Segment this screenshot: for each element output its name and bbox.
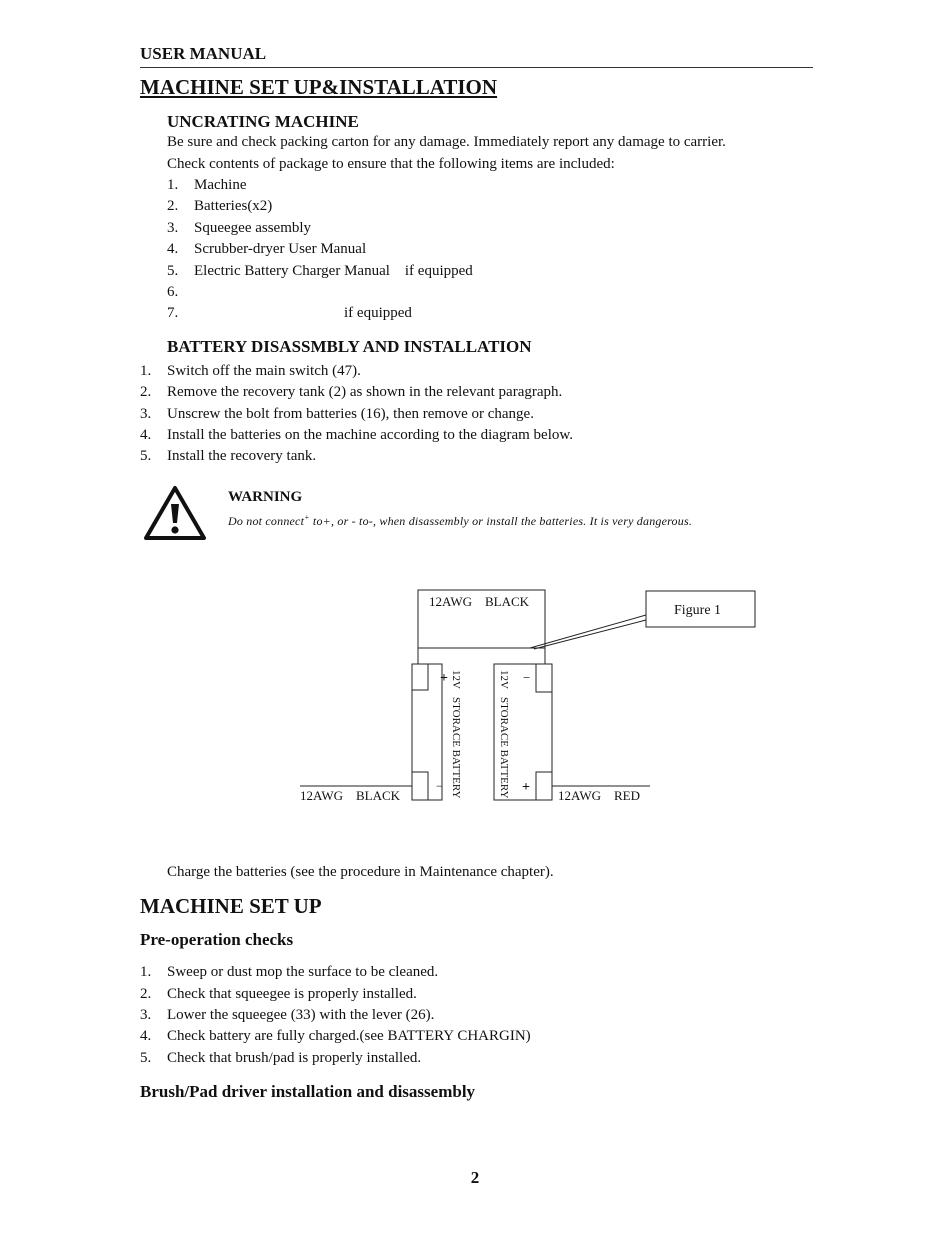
section-title-machine-set-up: MACHINE SET UP	[140, 894, 322, 918]
left-minus-label: −	[436, 779, 443, 793]
list-item: 4. Scrubber-dryer User Manual	[167, 241, 367, 257]
page-number: 2	[470, 1168, 480, 1187]
left-battery-label: 12V STORACE BATTERY	[450, 670, 462, 799]
battery-section-title: BATTERY DISASSMBLY AND INSTALLATION	[167, 337, 532, 356]
uncrating-para-1: Be sure and check packing carton for any damage. Immediately report any damage to carrier.	[167, 134, 726, 150]
list-item: 6.	[167, 284, 179, 300]
list-item: 1. Sweep or dust mop the surface to be cleaned.	[140, 964, 439, 980]
warning-title: WARNING	[228, 489, 303, 505]
right-battery-label: 12V STORACE BATTERY	[498, 670, 510, 799]
figure-callout-label: Figure 1	[674, 603, 722, 618]
document-header: USER MANUAL	[140, 44, 267, 63]
preop-title: Pre-operation checks	[140, 930, 294, 949]
list-item: 5. Install the recovery tank.	[140, 448, 317, 464]
list-item: 5. Electric Battery Charger Manual if equipped	[167, 263, 473, 279]
right-plus-label: +	[522, 780, 530, 795]
list-item: 1. Machine	[167, 177, 247, 193]
list-item: 1. Switch off the main switch (47).	[140, 363, 361, 379]
bottom-left-wire-label: 12AWG BLACK	[300, 788, 401, 803]
list-item: 3. Squeegee assembly	[167, 220, 312, 236]
uncrating-para-2: Check contents of package to ensure that the following items are included:	[167, 156, 615, 172]
warning-text: Do not connect+ to+, or - to-, when disassembly or install the batteries. It is very dangerous.	[228, 513, 693, 528]
list-item: 3. Lower the squeegee (33) with the lever (26).	[140, 1007, 435, 1023]
warning-triangle-icon	[143, 484, 207, 542]
right-minus-label: −	[523, 670, 531, 685]
left-plus-label: +	[440, 671, 448, 686]
list-item: 2. Batteries(x2)	[167, 198, 273, 214]
figure-callout	[530, 591, 755, 649]
list-item: 4. Check battery are fully charged.(see BATTERY CHARGIN)	[140, 1028, 531, 1044]
charge-note: Charge the batteries (see the procedure in Maintenance chapter).	[167, 864, 554, 880]
left-battery	[412, 664, 462, 800]
uncrating-title: UNCRATING MACHINE	[167, 112, 359, 131]
right-battery	[494, 664, 552, 800]
list-item: 2. Remove the recovery tank (2) as shown in the relevant paragraph.	[140, 384, 563, 400]
section-title-setup-installation: MACHINE SET UP&INSTALLATION	[140, 75, 498, 99]
list-item: 2. Check that squeegee is properly installed.	[140, 986, 417, 1002]
list-item: 7. if equipped	[167, 305, 412, 321]
brush-pad-title: Brush/Pad driver installation and disassembly	[140, 1082, 476, 1101]
list-item: 5. Check that brush/pad is properly installed.	[140, 1050, 422, 1066]
list-item: 4. Install the batteries on the machine according to the diagram below.	[140, 427, 573, 443]
top-wire-label: 12AWG BLACK	[429, 594, 530, 609]
bottom-right-wire-label: 12AWG RED	[558, 788, 641, 803]
list-item: 3. Unscrew the bolt from batteries (16), then remove or change.	[140, 406, 534, 422]
header-rule	[140, 67, 813, 68]
battery-wiring-diagram	[290, 582, 770, 810]
